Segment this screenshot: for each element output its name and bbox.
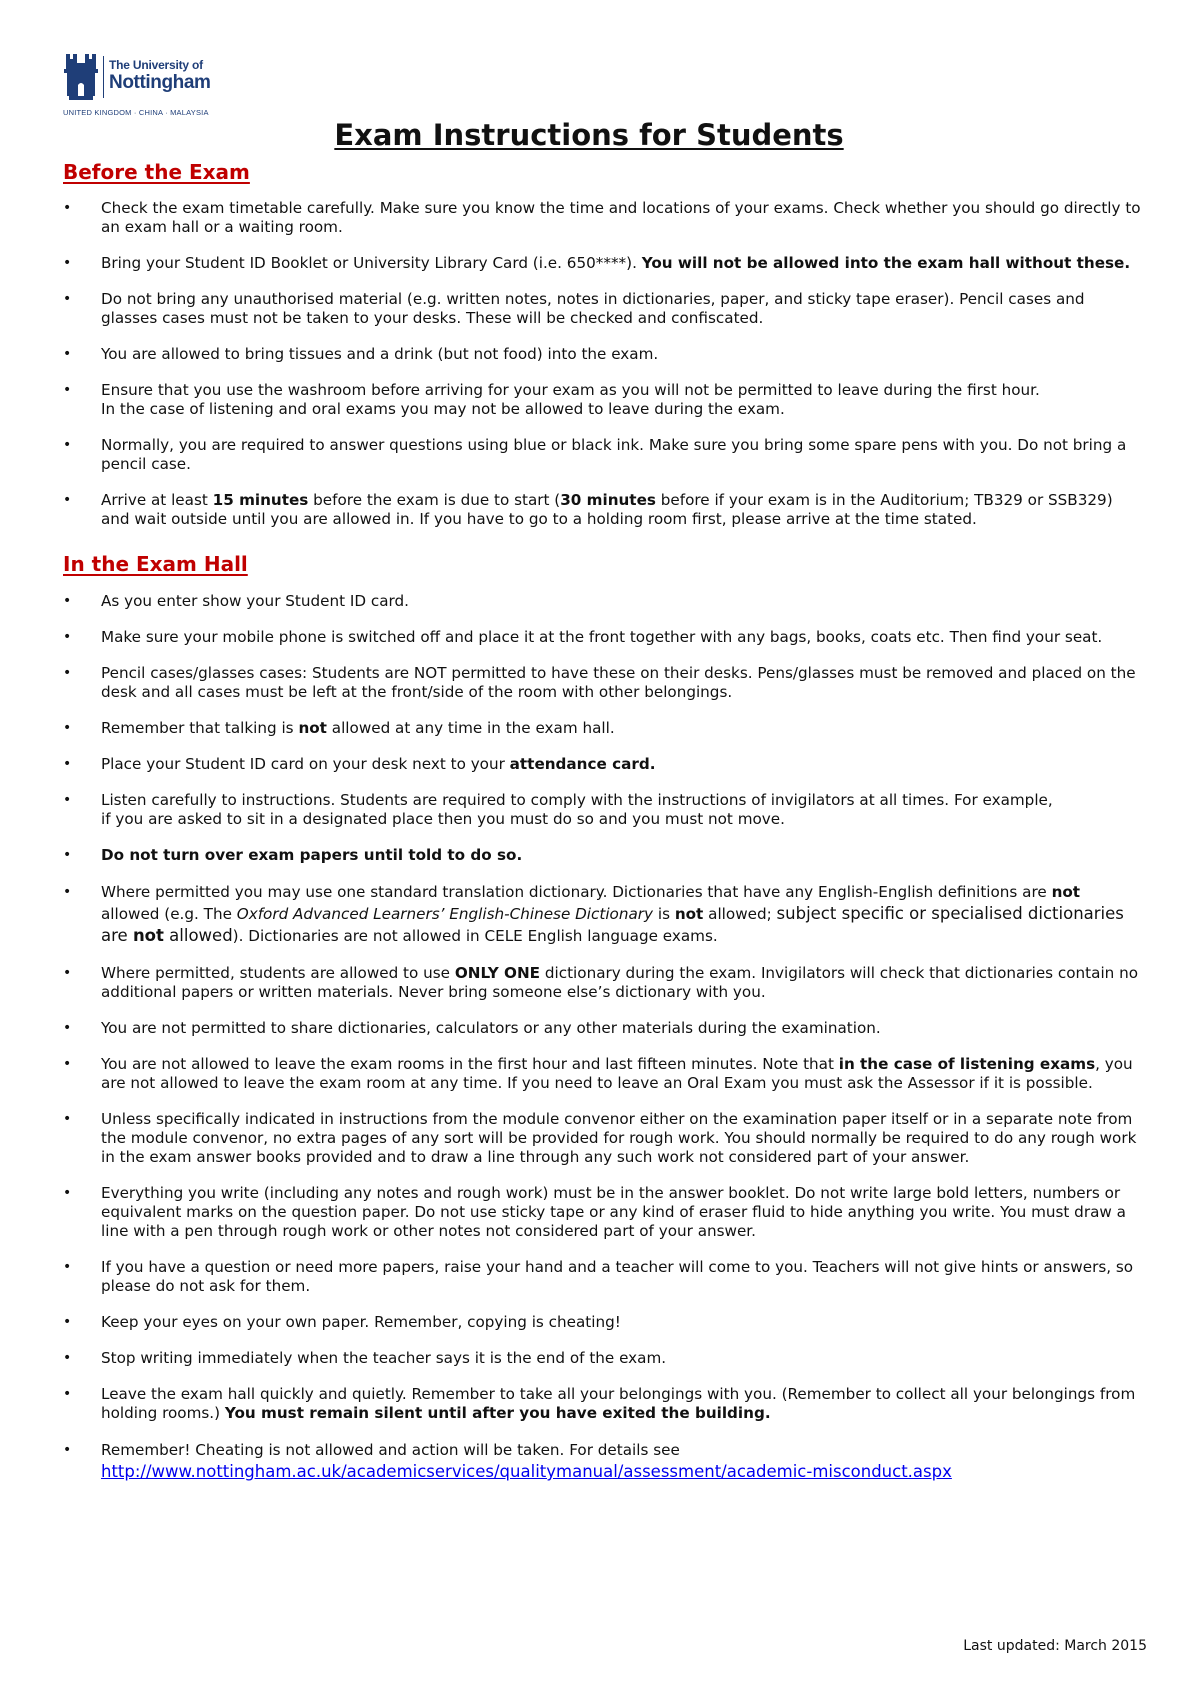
item-text: dictionary during the exam. Invigilators will check that dictionaries contain no additional papers or written materials. Never bring someone else’s dictionary with you. [101, 964, 1139, 1001]
item-text: Stop writing immediately when the teacher says it is the end of the exam. [101, 1349, 667, 1367]
logo-line1: The University of [109, 58, 203, 72]
list-item [63, 882, 1143, 947]
item-text: You are not permitted to share dictionaries, calculators or any other materials during the examination. [101, 1019, 881, 1037]
list-item [63, 1385, 1143, 1423]
item-text: You are allowed to bring tissues and a drink (but not food) into the exam. [101, 345, 659, 363]
list-item [63, 491, 1143, 529]
item-text: Everything you write (including any notes and rough work) must be in the answer booklet. Do not write large bold letters, numbers or equivalent marks on the question paper. Do not use sticky tape or any kind of eraser fluid to hide anything you write. You must draw a line with a pen through rough work or other notes not considered part of your answer. [101, 1184, 1126, 1240]
exam-hall-list [63, 592, 1143, 1500]
item-text: Leave the exam hall quickly and quietly. Remember to take all your belongings with you. (Remember to collect all your belongings from holding rooms.) [101, 1385, 1136, 1422]
item-text: If you have a question or need more papers, raise your hand and a teacher will come to you. Teachers will not give hints or answers, so please do not ask for them. [101, 1258, 1134, 1295]
item-italic: Oxford Advanced Learners’ English-Chinese Dictionary [236, 905, 654, 923]
list-item [63, 755, 1143, 774]
list-item [63, 964, 1143, 1002]
item-text: , you are not allowed to leave the exam room at any time. If you need to leave an Oral Exam you must ask the Assessor if it is possible. [101, 1055, 1133, 1092]
item-text: Unless specifically indicated in instructions from the module convenor either on the examination paper itself or in a separate note from the module convenor, no extra pages of any sort will be provided for rough work. You should normally be required to do any rough work in the exam answer books provided and to draw a line through any such work not considered part of your answer. [101, 1110, 1137, 1166]
item-text: Where permitted, students are allowed to use [101, 964, 455, 982]
item-text: Do not bring any unauthorised material (e.g. written notes, notes in dictionaries, paper, and sticky tape eraser). Pencil cases and glasses cases must not be taken to your desks. These will be checked and confiscated. [101, 290, 1085, 327]
item-text-large: subject specific or specialised dictionaries are [101, 904, 1124, 945]
item-text: Where permitted you may use one standard translation dictionary. Dictionaries that have any English-English definitions are [101, 883, 1052, 901]
item-text: You are not allowed to leave the exam rooms in the first hour and last fifteen minutes. Note that [101, 1055, 839, 1073]
item-text: allowed; [703, 905, 777, 923]
item-text: before if your exam is in the Auditorium; TB329 or SSB329) and wait outside until you are allowed in. If you have to go to a holding room first, please arrive at the time stated. [101, 491, 1113, 528]
list-item [63, 199, 1143, 237]
section-heading-hall: In the Exam Hall [63, 552, 248, 576]
item-text: Place your Student ID card on your desk next to your [101, 755, 510, 773]
last-updated: Last updated: March 2015 [963, 1638, 1147, 1654]
academic-misconduct-link[interactable]: http://www.nottingham.ac.uk/academicservices/qualitymanual/assessment/academic-misconduct.aspx [101, 1462, 952, 1481]
list-item [63, 345, 1143, 364]
item-bold: ONLY ONE [454, 964, 541, 982]
item-bold-large: not [132, 926, 164, 945]
item-text: ). Dictionaries are not allowed in CELE English language exams. [232, 927, 718, 945]
item-text: Remember that talking is [101, 719, 299, 737]
item-text: Listen carefully to instructions. Students are required to comply with the instructions of invigilators at all times. For example, [101, 791, 1053, 809]
item-bold: attendance card. [509, 755, 656, 773]
item-text: As you enter show your Student ID card. [101, 592, 409, 610]
list-item [63, 1110, 1143, 1167]
logo-divider [103, 56, 104, 98]
castle-crest-icon [63, 52, 99, 102]
list-item [63, 592, 1143, 611]
item-text: Make sure your mobile phone is switched off and place it at the front together with any bags, books, coats etc. Then find your seat. [101, 628, 1103, 646]
item-text: Bring your Student ID Booklet or University Library Card (i.e. 650****). [101, 254, 642, 272]
item-text: before the exam is due to start ( [308, 491, 561, 509]
list-item [63, 719, 1143, 738]
item-text: Normally, you are required to answer questions using blue or black ink. Make sure you bring some spare pens with you. Do not bring a pencil case. [101, 436, 1127, 473]
item-text: In the case of listening and oral exams you may not be allowed to leave during the exam. [101, 400, 785, 418]
item-text: if you are asked to sit in a designated place then you must do so and you must not move. [101, 810, 785, 828]
page-title: Exam Instructions for Students [334, 118, 844, 152]
item-text: allowed at any time in the exam hall. [326, 719, 615, 737]
list-item [63, 628, 1143, 647]
item-bold: You must remain silent until after you have exited the building. [224, 1404, 771, 1422]
list-item [63, 1440, 1143, 1483]
list-item [63, 1019, 1143, 1038]
item-text: Pencil cases/glasses cases: Students are NOT permitted to have these on their desks. Pens/glasses must be removed and placed on the desk and all cases must be left at the front/side of the room with other belongings. [101, 664, 1136, 701]
list-item [63, 436, 1143, 474]
item-bold: not [674, 905, 704, 923]
list-item [63, 381, 1143, 419]
section-heading-before: Before the Exam [63, 160, 250, 184]
list-item [63, 290, 1143, 328]
item-bold: not [1051, 883, 1081, 901]
item-bold: in the case of listening exams [838, 1055, 1096, 1073]
list-item [63, 1184, 1143, 1241]
logo-campuses: UNITED KINGDOM · CHINA · MALAYSIA [63, 108, 209, 117]
item-text: allowed (e.g. The [101, 905, 237, 923]
item-bold: You will not be allowed into the exam hall without these. [641, 254, 1131, 272]
list-item [63, 1055, 1143, 1093]
list-item [63, 791, 1143, 829]
item-bold: Do not turn over exam papers until told to do so. [101, 846, 523, 864]
list-item [63, 1313, 1143, 1332]
item-text: Check the exam timetable carefully. Make sure you know the time and locations of your exams. Check whether you should go directly to an exam hall or a waiting room. [101, 199, 1141, 236]
list-item [63, 254, 1143, 273]
item-text: is [653, 905, 675, 923]
item-text: Ensure that you use the washroom before arriving for your exam as you will not be permitted to leave during the first hour. [101, 381, 1040, 399]
item-bold: 30 minutes [560, 491, 656, 509]
logo-line2: Nottingham [109, 72, 211, 93]
item-text: Keep your eyes on your own paper. Remember, copying is cheating! [101, 1313, 621, 1331]
item-text: Arrive at least [101, 491, 213, 509]
list-item [63, 1258, 1143, 1296]
before-exam-list [63, 199, 1143, 546]
item-bold: not [298, 719, 327, 737]
university-logo [63, 52, 243, 122]
list-item [63, 664, 1143, 702]
list-item [63, 1349, 1143, 1368]
item-text-large: allowed [163, 926, 233, 945]
item-bold: 15 minutes [212, 491, 309, 509]
item-text: Remember! Cheating is not allowed and action will be taken. For details see [101, 1441, 680, 1459]
list-item [63, 846, 1143, 865]
